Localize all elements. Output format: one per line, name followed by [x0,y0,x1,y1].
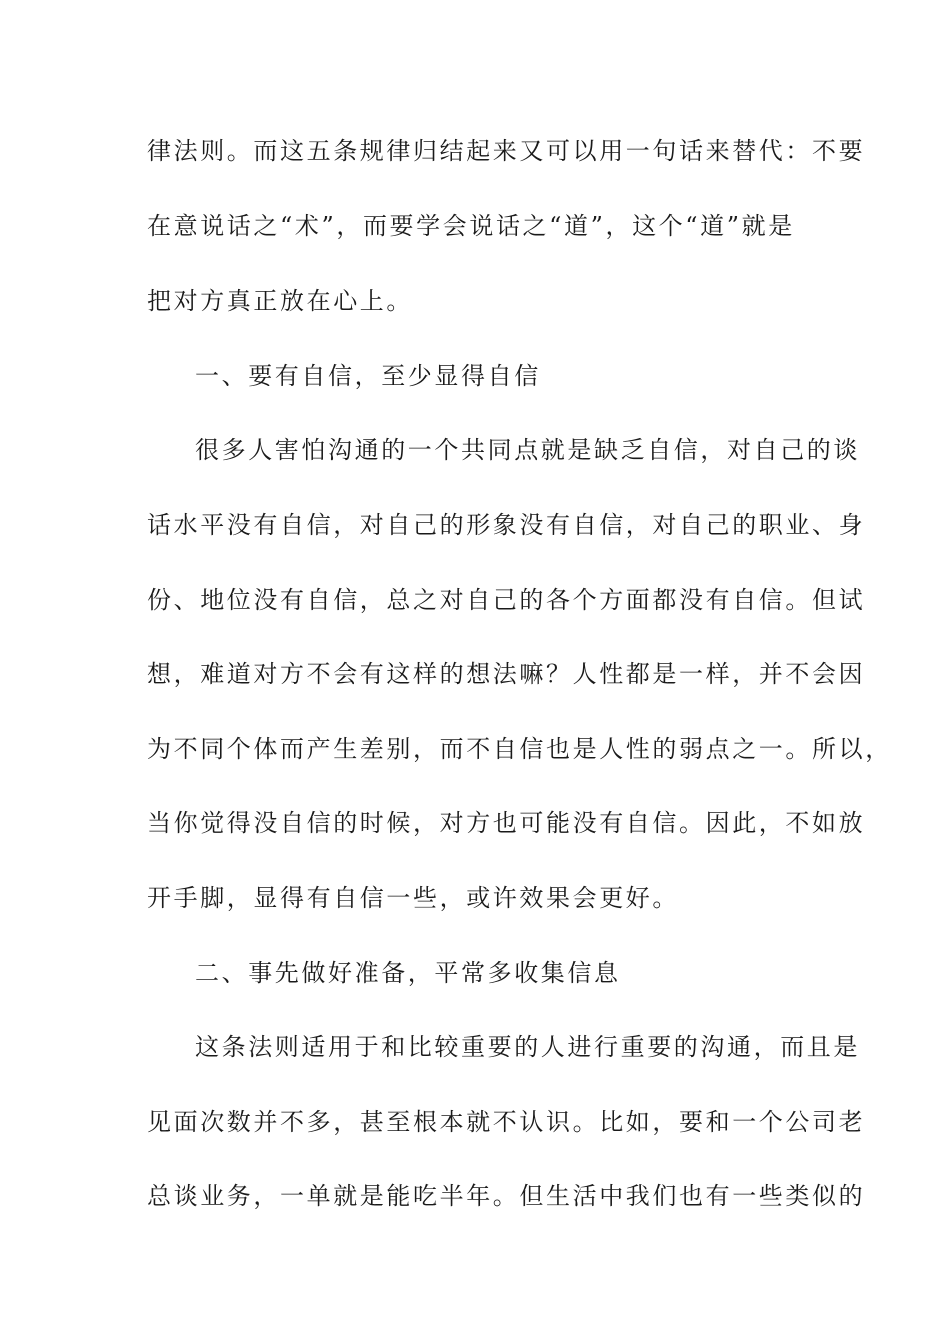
text-line: 为不同个体而产生差别，而不自信也是人性的弱点之一。所以， [147,735,892,763]
text-line: 当你觉得没自信的时候，对方也可能没有自信。因此，不如放 [147,809,866,837]
text-line: 律法则。而这五条规律归结起来又可以用一句话来替代：不要 [147,137,866,165]
text-line: 把对方真正放在心上。 [147,287,413,315]
text-line: 见面次数并不多，甚至根本就不认识。比如，要和一个公司老 [147,1108,866,1136]
section-heading: 一、要有自信，至少显得自信 [195,362,541,390]
text-line: 想，难道对方不会有这样的想法嘛？人性都是一样，并不会因 [147,660,866,688]
text-line: 总谈业务，一单就是能吃半年。但生活中我们也有一些类似的 [147,1182,866,1210]
text-line: 话水平没有自信，对自己的形象没有自信，对自己的职业、身 [147,511,866,539]
text-line: 在意说话之“术”，而要学会说话之“道”，这个“道”就是 [147,212,795,240]
text-line: 开手脚，显得有自信一些，或许效果会更好。 [147,884,679,912]
section-heading: 二、事先做好准备，平常多收集信息 [195,959,621,987]
text-line: 这条法则适用于和比较重要的人进行重要的沟通，而且是 [195,1033,860,1061]
text-line: 份、地位没有自信，总之对自己的各个方面都没有自信。但试 [147,586,866,614]
text-line: 很多人害怕沟通的一个共同点就是缺乏自信，对自己的谈 [195,436,860,464]
